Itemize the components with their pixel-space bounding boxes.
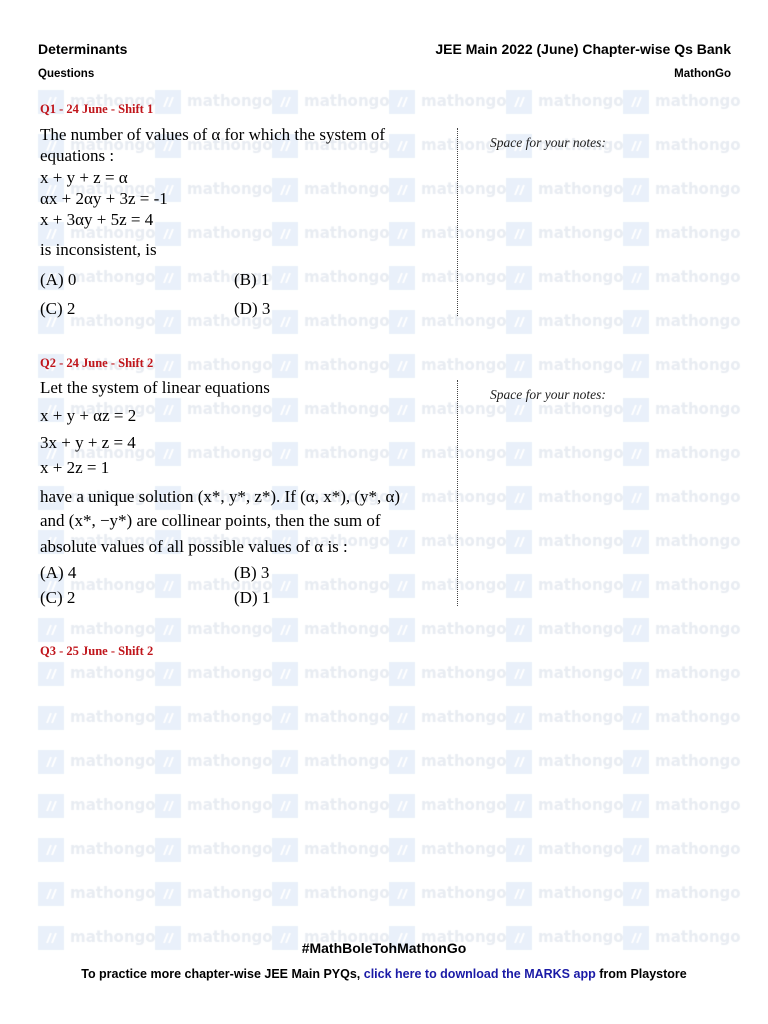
question-1-text: The number of values of α for which the system of <box>40 125 386 144</box>
notes-label: Space for your notes: <box>490 135 606 150</box>
question-1-equation: x + 3αy + 5z = 4 <box>40 210 154 229</box>
chapter-title: Determinants <box>38 41 128 57</box>
footer-text <box>0 967 768 981</box>
question-1-equation: x + y + z = α <box>40 168 128 187</box>
question-2-option-b: (B) 3 <box>234 563 270 582</box>
question-2-text: absolute values of all possible values of α is : <box>40 537 348 556</box>
question-1-text: equations : <box>40 146 115 165</box>
question-1-text: is inconsistent, is <box>40 240 157 259</box>
question-1-option-b: (B) 1 <box>234 270 270 289</box>
footer-post: from Playstore <box>595 967 687 981</box>
notes-label: Space for your notes: <box>490 387 606 402</box>
question-1-option-a: (A) 0 <box>40 270 77 289</box>
question-3-label: Q3 - 25 June - Shift 2 <box>40 644 154 658</box>
question-2-text: Let the system of linear equations <box>40 378 270 397</box>
question-1-equation: αx + 2αy + 3z = -1 <box>40 189 168 208</box>
question-1-option-c: (C) 2 <box>40 299 76 318</box>
question-2-text: and (x*, −y*) are collinear points, then the sum of <box>40 511 381 530</box>
section-label: Questions <box>38 68 95 80</box>
question-2-text: have a unique solution (x*, y*, z*). If (α, x*), (y*, α) <box>40 487 401 506</box>
question-2-label: Q2 - 24 June - Shift 2 <box>40 356 154 370</box>
book-title: JEE Main 2022 (June) Chapter-wise Qs Bank <box>435 41 731 57</box>
notes-divider <box>457 380 458 606</box>
question-2-option-d: (D) 1 <box>234 588 271 607</box>
question-2-equation: x + 2z = 1 <box>40 458 110 477</box>
question-2-option-a: (A) 4 <box>40 563 77 582</box>
question-2-equation: x + y + αz = 2 <box>40 406 137 425</box>
footer-pre: To practice more chapter-wise JEE Main PYQs, <box>81 967 364 981</box>
notes-divider <box>457 128 458 316</box>
question-1-label: Q1 - 24 June - Shift 1 <box>40 102 154 116</box>
question-2-equation: 3x + y + z = 4 <box>40 433 136 452</box>
marks-app-download-link[interactable]: click here to download the MARKS app <box>363 967 596 981</box>
question-1-option-d: (D) 3 <box>234 299 271 318</box>
footer-hashtag: #MathBoleTohMathonGo <box>301 940 467 956</box>
question-2-option-c: (C) 2 <box>40 588 76 607</box>
brand-label: MathonGo <box>674 68 731 80</box>
